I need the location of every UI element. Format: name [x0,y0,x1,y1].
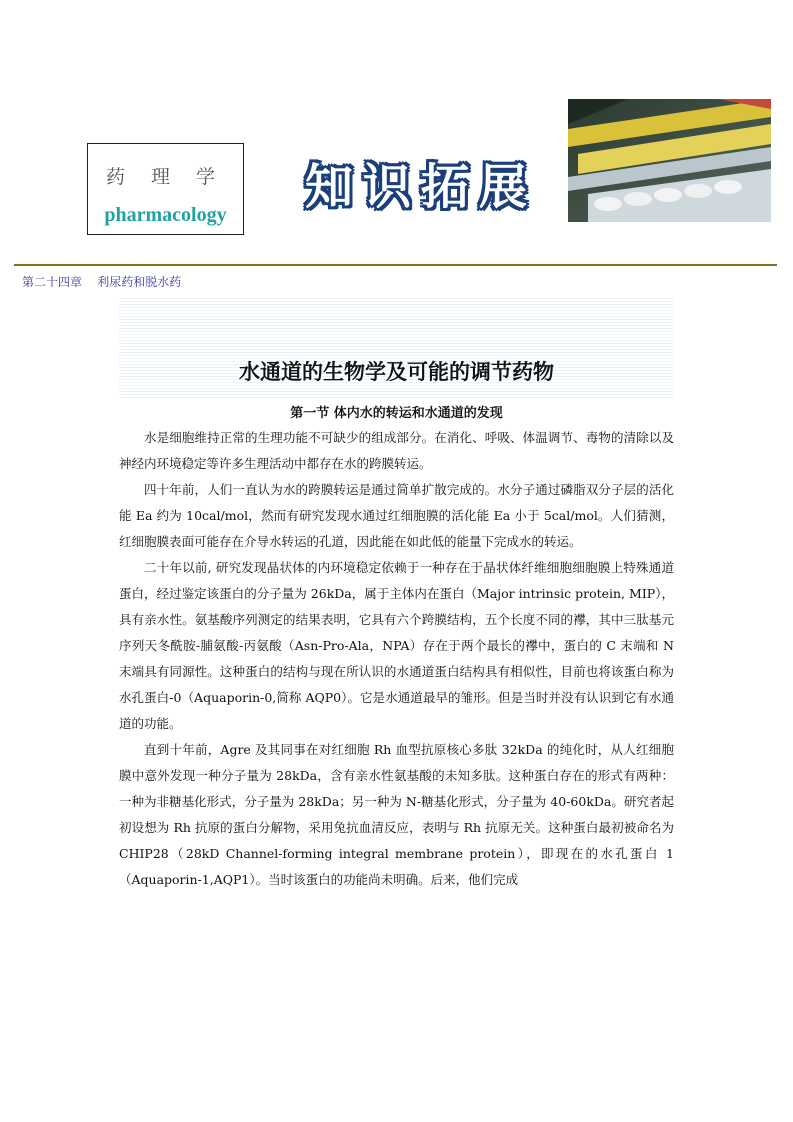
article-body [119,425,674,893]
logo-box [87,143,244,235]
paragraph: 直到十年前，Agre 及其同事在对红细胞 Rh 血型抗原核心多肽 32kDa 的纯化时，从人红细胞膜中意外发现一种分子量为 28kDa，含有亲水性氨基酸的未知多肽。这种蛋白存在的形式有两种： 一种为非糖基化形式，分子量为 28kDa；另一种为 N-糖基化形式，分子量为 40-60kDa。研究者起初设想为 Rh 抗原的蛋白分解物，采用兔抗血清反应，表明与 Rh 抗原无关。这种蛋白最初被命名为 CHIP28（28kD Channel-forming integral membrane protein），即现在的水孔蛋白 1（Aquaporin-1,AQP1）。当时该蛋白的功能尚未明确。后来，他们完成 [119,742,674,887]
header-rule [14,264,777,266]
paragraph: 水是细胞维持正常的生理功能不可缺少的组成部分。在消化、呼吸、体温调节、毒物的清除以及神经内环境稳定等许多生理活动中都存在水的跨膜转运。 [119,430,674,471]
logo-english-text: pharmacology [104,204,227,226]
article-title: 水通道的生物学及可能的调节药物 [239,360,554,384]
chapter-heading: 第二十四章 利尿药和脱水药 [22,275,182,289]
paragraph: 二十年以前, 研究发现晶状体的内环境稳定依赖于一种存在于晶状体纤维细胞细胞膜上特殊通道蛋白，经过鉴定该蛋白的分子量为 26kDa，属于主体内在蛋白（Major intrinsic protein, MIP），具有亲水性。氨基酸序列测定的结果表明，它具有六个跨膜结构，五个长度不同的襻，其中三肽基元序列天冬酰胺-脯氨酸-丙氨酸（Asn-Pro-Ala，NPA）存在于两个最长的襻中，蛋白的 C 末端和 N 末端具有同源性。这种蛋白的结构与现在所认识的水通道蛋白结构具有相似性，目前也将该蛋白称为水孔蛋白-0（Aquaporin-0,简称 AQP0）。它是水通道最早的雏形。但是当时并没有认识到它有水通道的功能。 [119,560,674,731]
banner-title: 知识拓展 [305,159,538,215]
paragraph: 四十年前，人们一直认为水的跨膜转运是通过简单扩散完成的。水分子通过磷脂双分子层的活化能 Ea 约为 10cal/mol，然而有研究发现水通过红细胞膜的活化能 Ea 小于 5cal/mol。人们猜测，红细胞膜表面可能存在介导水转运的孔道，因此能在如此低的能量下完成水的转运。 [119,482,674,549]
medicine-photo [568,99,771,222]
logo-chinese-text: 药 理 学 [105,166,226,188]
section-title: 第一节 体内水的转运和水通道的发现 [290,406,503,421]
